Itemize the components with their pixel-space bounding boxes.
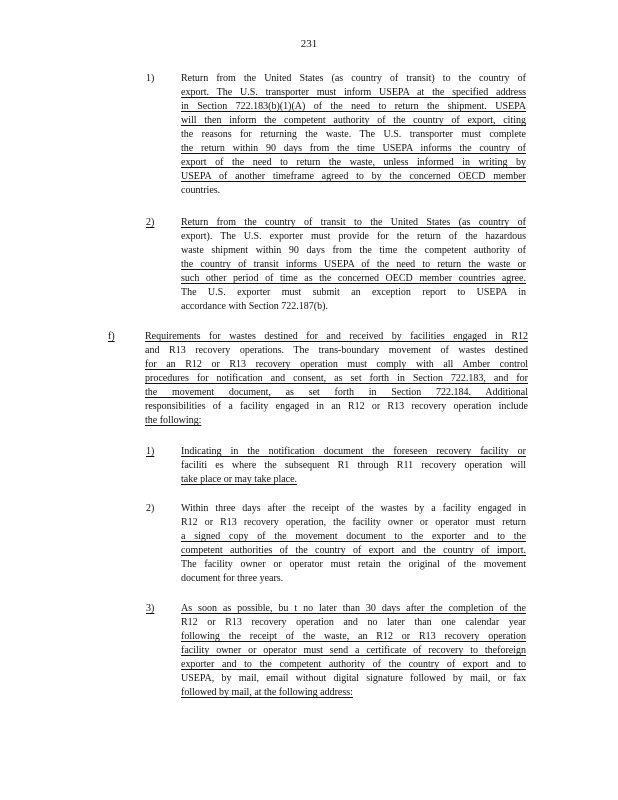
text-line: document for three years.: [181, 573, 284, 584]
text-line: Within three days after the receipt of the wastes by a facility engaged in: [181, 503, 526, 514]
text-line: export of the need to return the waste, unless informed in writing by: [181, 157, 526, 168]
item-body: [181, 502, 526, 586]
text-line: the reasons for returning the waste. The U.S. transporter must complete: [181, 129, 526, 140]
text-line: accordance with Section 722.187(b).: [181, 301, 328, 312]
item-marker: f): [108, 331, 115, 342]
text-line: Return from the country of transit to the United States (as country of: [181, 217, 526, 228]
text-line: R12 or R13 recovery operation, the facility owner or operator must return: [181, 517, 526, 528]
text-line: responsibilities of a facility engaged in an R12 or R13 recovery operation include: [145, 401, 528, 412]
item-body: [181, 602, 526, 700]
text-line: in Section 722.183(b)(1)(A) of the need to return the shipment. USEPA: [181, 101, 526, 112]
text-line: the country of transit informs USEPA of the need to return the waste or: [181, 259, 526, 270]
text-line: competent authorities of the country of export and the country of import.: [181, 545, 526, 556]
text-line: the return within 90 days from the time USEPA informs the country of: [181, 143, 526, 154]
text-line: The U.S. exporter must submit an exception report to USEPA in: [181, 287, 526, 298]
text-line: Indicating in the notification document the foreseen recovery facility or: [181, 446, 526, 457]
text-line: Requirements for wastes destined for and received by facilities engaged in R12: [145, 331, 528, 342]
text-line: and R13 recovery operations. The trans-boundary movement of wastes destined: [145, 345, 528, 356]
item-body: [145, 330, 528, 428]
item-marker: 2): [146, 503, 155, 514]
text-line: faciliti es where the subsequent R1 through R11 recovery operation will: [181, 460, 526, 471]
text-line: following the receipt of the waste, an R12 or R13 recovery operation: [181, 631, 526, 642]
text-line: Return from the United States (as country of transit) to the country of: [181, 73, 526, 84]
text-line: procedures for notification and consent, as set forth in Section 722.183, and for: [145, 373, 528, 384]
text-line: the movement document, as set forth in Section 722.184. Additional: [145, 387, 528, 398]
text-line: USEPA of another timeframe agreed to by the concerned OECD member: [181, 171, 526, 182]
text-line: the following:: [145, 415, 202, 426]
page-number: 231: [300, 38, 318, 50]
item-body: [181, 445, 526, 487]
text-line: countries.: [181, 185, 221, 196]
text-line: R12 or R13 recovery operation and no later than one calendar year: [181, 617, 526, 628]
text-line: USEPA, by mail, email without digital signature followed by mail, or fax: [181, 673, 526, 684]
item-body: [181, 72, 526, 198]
text-line: take place or may take place.: [181, 474, 298, 485]
text-line: As soon as possible, bu t no later than 30 days after the completion of the: [181, 603, 526, 614]
text-line: waste shipment within 90 days from the time the competent authority of: [181, 245, 526, 256]
text-line: export). The U.S. exporter must provide for the return of the hazardous: [181, 231, 526, 242]
text-line: will then inform the competent authority of the country of export, citing: [181, 115, 526, 126]
item-marker: 2): [146, 217, 155, 228]
item-marker: 1): [146, 73, 155, 84]
item-body: [181, 216, 526, 314]
text-line: a signed copy of the movement document to the exporter and to the: [181, 531, 526, 542]
text-line: export. The U.S. transporter must inform USEPA at the specified address: [181, 87, 526, 98]
item-marker: 1): [146, 446, 155, 457]
text-line: followed by mail, at the following address:: [181, 687, 353, 698]
text-line: The facility owner or operator must retain the original of the movement: [181, 559, 526, 570]
text-line: such other period of time as the concerned OECD member countries agree.: [181, 273, 526, 284]
item-marker: 3): [146, 603, 155, 614]
text-line: facility owner or operator must send a certificate of recovery to theforeign: [181, 645, 526, 656]
text-line: for an R12 or R13 recovery operation must comply with all Amber control: [145, 359, 528, 370]
text-line: exporter and to the competent authority of the country of export and to: [181, 659, 526, 670]
